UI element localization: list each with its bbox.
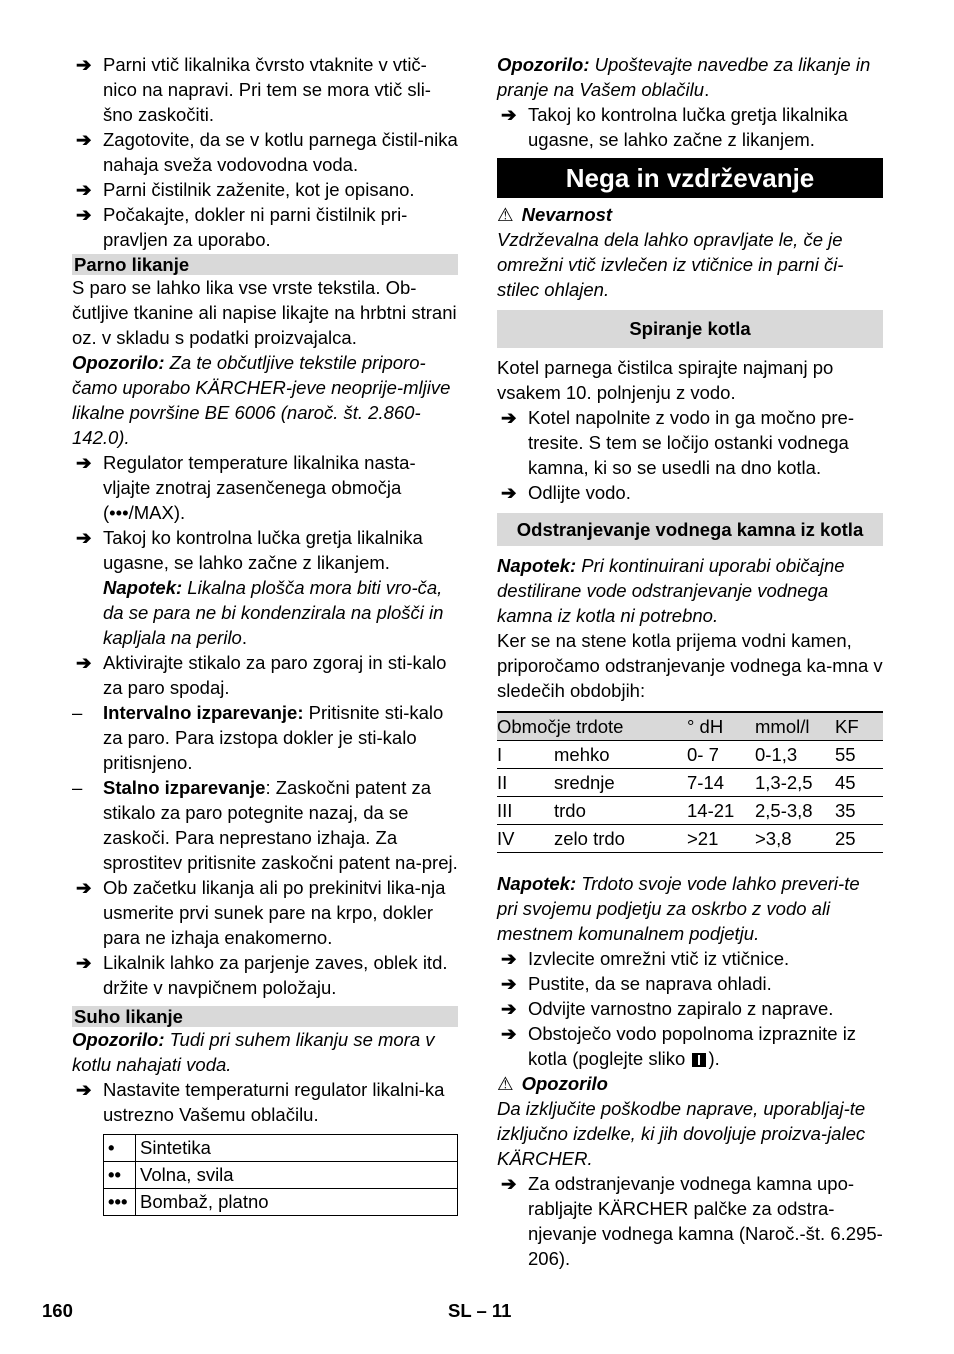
table-cell: IV [497, 825, 554, 853]
table-row [104, 1162, 458, 1189]
section-heading-parno-likanje: Parno likanje [72, 254, 458, 275]
bullet-text: Odvijte varnostno zapiralo z naprave. [528, 998, 834, 1019]
arrow-icon: ➔ [76, 877, 92, 898]
top-warning-note [497, 52, 883, 102]
list-item [497, 946, 883, 971]
spiranje-bullet-list [497, 405, 883, 505]
caution-label: Opozorilo [521, 1073, 608, 1094]
bullet-text: Za odstranjevanje vodnega kamna upo-rabljajte KÄRCHER palčke za odstra-njevanje vodnega kamna (Naroč.-št. 6.295-206). [528, 1173, 883, 1269]
table-cell: mehko [554, 741, 687, 769]
bullet-text: Počakajte, dokler ni parni čistilnik pri-pravljen za uporabo. [103, 204, 408, 250]
arrow-icon: ➔ [76, 452, 92, 473]
table-cell: 0-1,3 [755, 741, 835, 769]
table-row [104, 1189, 458, 1216]
table-cell: 1,3-2,5 [755, 769, 835, 797]
column-header: KF [835, 712, 883, 741]
parno-warning-note [72, 350, 458, 450]
bullet-lucka [72, 525, 458, 650]
danger-heading [497, 202, 883, 227]
bullet-zacetek [72, 875, 458, 950]
suho-warning-note [72, 1027, 458, 1077]
right-column [497, 52, 883, 1271]
table-cell: 14-21 [687, 797, 755, 825]
arrow-icon: ➔ [501, 104, 517, 125]
dash-label: Intervalno izparevanje: [103, 702, 304, 723]
temperature-setting-table [103, 1134, 458, 1216]
arrow-icon: ➔ [501, 1173, 517, 1194]
section-code: SL [448, 1300, 472, 1321]
table-cell: trdo [554, 797, 687, 825]
arrow-icon: ➔ [76, 952, 92, 973]
step-izpraznite [497, 1021, 883, 1071]
note-label: Opozorilo: [72, 1029, 165, 1050]
danger-label: Nevarnost [521, 204, 613, 225]
bullet-text: Parni vtič likalnika čvrsto vtaknite v vtič-nico na napravi. Pri tem se mora vtič sli-šno zaskočiti. [103, 54, 431, 125]
caution-heading [497, 1071, 883, 1096]
list-item [497, 480, 883, 505]
arrow-icon: ➔ [501, 1023, 517, 1044]
note-label: Napotek: [497, 555, 577, 576]
bullet-text: Takoj ko kontrolna lučka gretja likalnika ugasne, se lahko začne z likanjem. [528, 104, 848, 150]
section-page: 11 [491, 1300, 512, 1321]
bullet-text: Aktivirajte stikalo za paro zgoraj in sti-kalo za paro spodaj. [103, 652, 447, 698]
table-row [497, 825, 883, 853]
table-cell: 7-14 [687, 769, 755, 797]
note-text: Tudi pri suhem likanju se mora v kotlu nahajati voda. [72, 1029, 435, 1075]
list-item [72, 127, 458, 177]
danger-text: Vzdrževalna dela lahko opravljate le, če je omrežni vtič izvlečen iz vtičnice in parni či-stilec ohlajen. [497, 229, 844, 300]
arrow-icon: ➔ [501, 482, 517, 503]
note-text: Pri kontinuirani uporabi običajne destilirane vode odstranjevanje vodnega kamna iz kotla ni potrebno. [497, 555, 845, 626]
table-cell: II [497, 769, 554, 797]
bullet-text: Zagotovite, da se v kotlu parnega čistil-nika nahaja sveža vodovodna voda. [103, 129, 458, 175]
napotek-note [103, 575, 458, 650]
temp-symbol: ••• [104, 1189, 136, 1216]
note-end: . [241, 627, 247, 648]
left-column [72, 52, 458, 1224]
section-heading-suho-likanje: Suho likanje [72, 1006, 458, 1027]
table-cell: srednje [554, 769, 687, 797]
list-item [72, 177, 458, 202]
bullet-text: Parni čistilnik zaženite, kot je opisano. [103, 179, 415, 200]
list-item [497, 996, 883, 1021]
arrow-icon: ➔ [76, 54, 92, 75]
note-text: Likalna plošča mora biti vro-ča, da se para ne bi kondenzirala na plošči in kapljala na perilo [103, 577, 444, 648]
list-item [72, 52, 458, 127]
subsection-heading-spiranje: Spiranje kotla [497, 310, 883, 348]
spiranje-paragraph: Kotel parnega čistilca spirajte najmanj po vsakem 10. polnjenju z vodo. [497, 357, 834, 403]
warning-triangle-icon: ⚠ [497, 1073, 514, 1094]
bullet-stikalo [72, 650, 458, 700]
fabric-label: Sintetika [136, 1135, 458, 1162]
arrow-icon: ➔ [501, 973, 517, 994]
note-text: Upoštevajte navedbe za likanje in pranje na Vašem oblačilu [497, 54, 871, 100]
fabric-label: Volna, svila [136, 1162, 458, 1189]
list-item [497, 405, 883, 480]
list-item [497, 971, 883, 996]
figure-reference-icon [692, 1053, 706, 1067]
dash-text: : Zaskočni patent za stikalo za paro potegnite nazaj, da se zaskoči. Para neprestano izhaja. Za sprostitev pritisnite zaskočni patent na-prej. [103, 777, 458, 873]
odstr-paragraph: Ker se na stene kotla prijema vodni kamen, priporočamo odstranjevanje vodnega ka-mna v sledečih obdobjih: [497, 630, 883, 701]
dash-item-intervalno [72, 700, 458, 775]
descaling-steps-list [497, 946, 883, 1021]
table-row [497, 797, 883, 825]
table-cell: 55 [835, 741, 883, 769]
column-header: ° dH [687, 712, 755, 741]
bullet-text: Nastavite temperaturni regulator likalni-ka ustrezno Vašemu oblačilu. [103, 1079, 445, 1125]
bullet-text: Ob začetku likanja ali po prekinitvi lika-nja usmerite prvi sunek pare na krpo, dokler para ne izhaja enakomerno. [103, 877, 446, 948]
bullet-text: Likalnik lahko za parjenje zaves, oblek itd. držite v navpičnem položaju. [103, 952, 448, 998]
table-cell: >21 [687, 825, 755, 853]
odstr-note [497, 553, 883, 628]
step-text: Obstoječo vodo popolnoma izpraznite iz kotla (poglejte sliko [528, 1023, 857, 1069]
page-section-marker [448, 1298, 511, 1323]
note-end: . [704, 79, 710, 100]
table-row [497, 769, 883, 797]
bullet-text: Kotel napolnite z vodo in ga močno pre-tresite. S tem se ločijo ostanki vodnega kamna, ki so se usedli na dno kotla. [528, 407, 855, 478]
chapter-title: Nega in vzdrževanje [497, 158, 883, 198]
note-text: Za te občutljive tekstile priporo-čamo uporabo KÄRCHER-jeve neoprije-mljive likalne površine BE 6006 (naroč. št. 2.860-142.0). [72, 352, 451, 448]
arrow-icon: ➔ [76, 652, 92, 673]
arrow-icon: ➔ [76, 204, 92, 225]
arrow-icon: ➔ [501, 948, 517, 969]
page-number: 160 [42, 1300, 73, 1321]
temp-symbol: •• [104, 1162, 136, 1189]
arrow-icon: ➔ [76, 527, 92, 548]
dash-label: Stalno izparevanje [103, 777, 266, 798]
bullet-lucka-right [497, 102, 883, 152]
trdota-note [497, 871, 883, 946]
note-label: Opozorilo: [497, 54, 590, 75]
section-dash: – [476, 1300, 487, 1321]
note-label: Opozorilo: [72, 352, 165, 373]
column-header: mmol/l [755, 712, 835, 741]
bullet-zavese [72, 950, 458, 1000]
arrow-icon: ➔ [76, 129, 92, 150]
table-cell: 25 [835, 825, 883, 853]
arrow-icon: ➔ [501, 407, 517, 428]
table-cell: >3,8 [755, 825, 835, 853]
water-hardness-table [497, 711, 883, 853]
bullet-text: Odlijte vodo. [528, 482, 631, 503]
table-cell: 0- 7 [687, 741, 755, 769]
table-row [104, 1135, 458, 1162]
step-text-end: ). [708, 1048, 720, 1069]
table-cell: zelo trdo [554, 825, 687, 853]
note-label: Napotek: [497, 873, 577, 894]
bullet-text: Izvlecite omrežni vtič iz vtičnice. [528, 948, 790, 969]
temp-symbol: • [104, 1135, 136, 1162]
note-label: Napotek: [103, 577, 183, 598]
table-row [497, 741, 883, 769]
arrow-icon: ➔ [76, 179, 92, 200]
table-cell: I [497, 741, 554, 769]
caution-text: Da izključite poškodbe naprave, uporabljaj-te izključno izdelke, ki jih dovoljuje proizva-jalec KÄRCHER. [497, 1098, 866, 1169]
bullet-text: Takoj ko kontrolna lučka gretja likalnika ugasne, se lahko začne z likanjem. [103, 527, 423, 573]
dash-item-stalno [72, 775, 458, 875]
bullet-nastavite [72, 1077, 458, 1127]
table-header-row [497, 712, 883, 741]
arrow-icon: ➔ [501, 998, 517, 1019]
warning-triangle-icon: ⚠ [497, 204, 514, 225]
bullet-text: Regulator temperature likalnika nasta-vljajte znotraj zasenčenega območja (•••/MAX). [103, 452, 416, 523]
table-cell: 35 [835, 797, 883, 825]
table-cell: 45 [835, 769, 883, 797]
parno-paragraph: S paro se lahko lika vse vrste tekstila. Ob-čutljive tkanine ali napise likajte na hrbtni strani oz. v skladu s podatki proizvajalca. [72, 277, 457, 348]
fabric-label: Bombaž, platno [136, 1189, 458, 1216]
dash-marker: – [72, 777, 83, 798]
subsection-heading-odstranjevanje: Odstranjevanje vodnega kamna iz kotla [497, 513, 883, 546]
list-item [72, 202, 458, 252]
dash-marker: – [72, 702, 83, 723]
table-cell: 2,5-3,8 [755, 797, 835, 825]
note-text: Trdoto svoje vode lahko preveri-te pri svojemu podjetju za oskrbo z vodo ali mestnem komunalnem podjetju. [497, 873, 860, 944]
bullet-palcke [497, 1171, 883, 1271]
bullet-regulator [72, 450, 458, 525]
bullet-text: Pustite, da se naprava ohladi. [528, 973, 772, 994]
table-cell: III [497, 797, 554, 825]
arrow-icon: ➔ [76, 1079, 92, 1100]
column-header: Območje trdote [497, 712, 687, 741]
dash-text: Pritisnite sti-kalo za paro. Para izstopa dokler je sti-kalo pritisnjeno. [103, 702, 444, 773]
intro-bullet-list [72, 52, 458, 252]
